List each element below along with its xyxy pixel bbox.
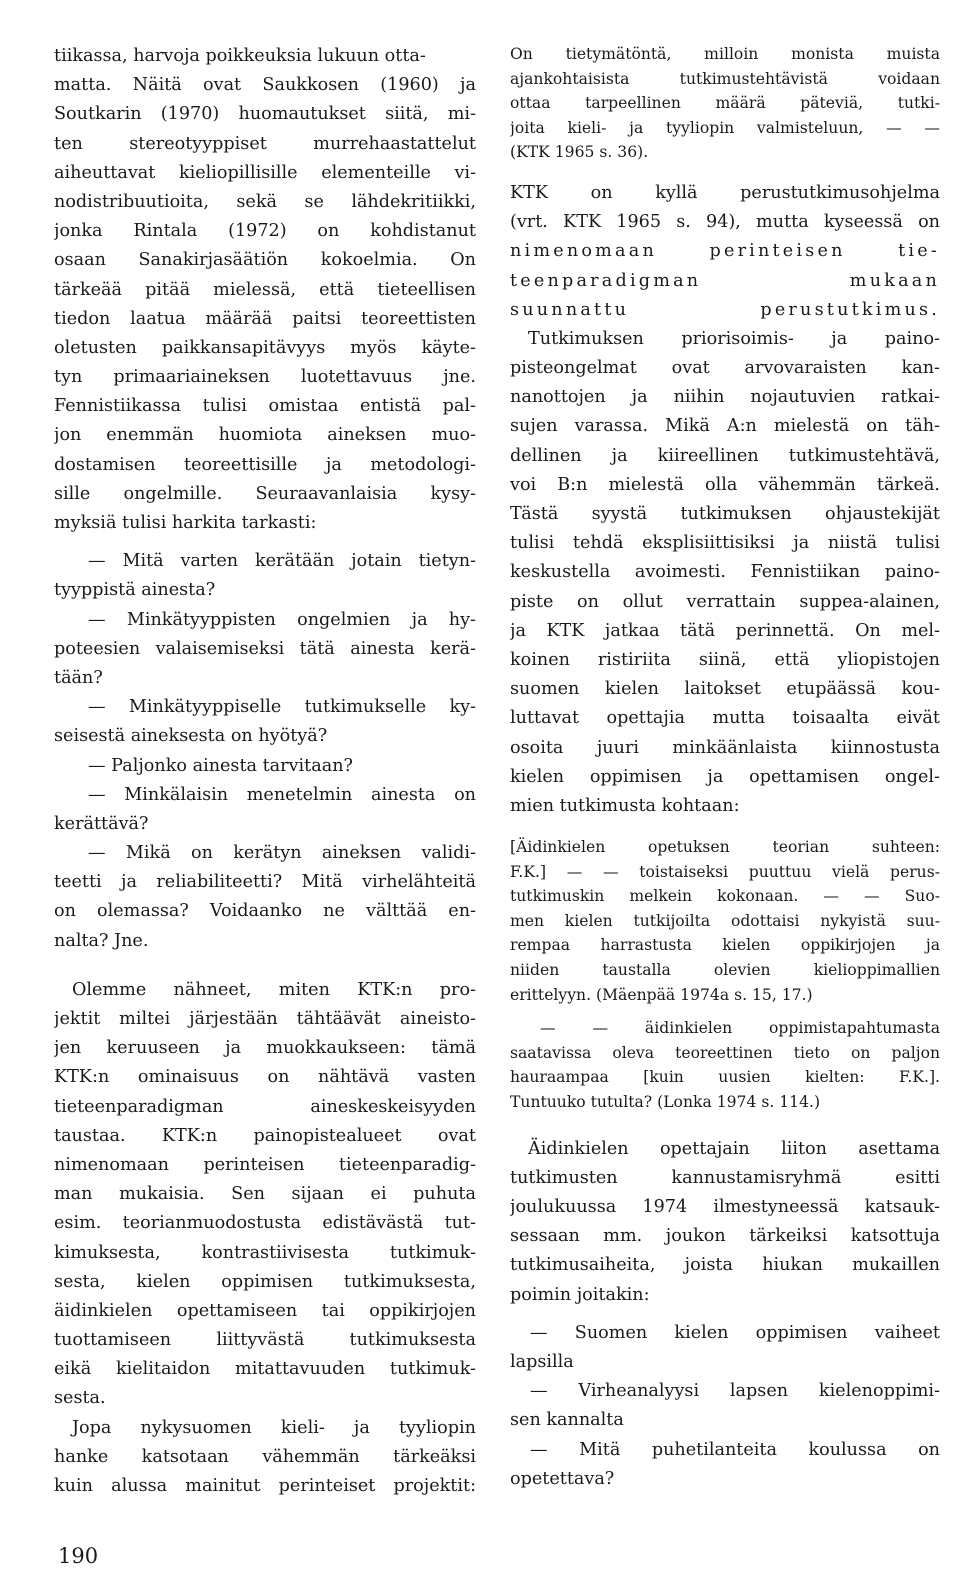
text-line: opetettava? — [510, 1468, 615, 1489]
text-line: tieteenparadigman aineskeskeisyyden — [54, 1096, 476, 1117]
text-line: seisestä aineksesta on hyötyä? — [54, 726, 328, 747]
text-line: hanke katsotaan vähemmän tärkeäksi — [54, 1446, 476, 1467]
text-line: kielen oppimisen ja opettamisen ongel- — [510, 766, 940, 787]
left-column — [54, 42, 476, 1501]
text-line: jen keruuseen ja muokkaukseen: tämä — [54, 1038, 476, 1059]
text-line: nalta? Jne. — [54, 930, 149, 951]
text-line: eikä kielitaidon mitattavuuden tutkimuk- — [54, 1359, 476, 1380]
text-line: teetti ja reliabiliteetti? Mitä virhelähteitä — [54, 872, 476, 893]
text-line: koinen ristiriita siinä, että yliopistojen — [510, 649, 940, 670]
text-line: tyyppistä ainesta? — [54, 580, 216, 601]
text-line: kuin alussa mainitut perinteiset projektit: — [54, 1476, 476, 1496]
text-line: Äidinkielen opettajain liiton asettama — [528, 1138, 940, 1159]
quote-line: ottaa tarpeellinen määrä päteviä, tutki- — [510, 94, 940, 113]
text-line: esim. teorianmuodostusta edistävästä tut- — [54, 1213, 476, 1234]
question-item: — Minkälaisin menetelmin ainesta on — [88, 784, 476, 805]
text-line: lapsilla — [510, 1351, 574, 1372]
quote-line: joita kieli- ja tyyliopin valmisteluun, — — — [510, 118, 940, 137]
text-line: taustaa. KTK:n painopistealueet ovat — [54, 1125, 476, 1146]
quote-line: tutkimuskin melkein kokonaan. — — Suo- — [510, 887, 940, 906]
text-line: dostamisen teoreettisille ja metodologi- — [54, 454, 476, 475]
list-item: — Mitä puhetilanteita koulussa on — [530, 1439, 940, 1460]
text-line: poimin joitakin: — [510, 1284, 650, 1305]
text-line: KTK:n ominaisuus on nähtävä vasten — [54, 1067, 476, 1088]
text-line: poteesien valaisemiseksi tätä ainesta kerä- — [54, 638, 476, 659]
text-line: nanottojen ja niihin nojautuvien ratkai- — [510, 387, 940, 408]
text-line: nimenomaan perinteisen tieteenparadig- — [54, 1154, 476, 1175]
list-item: — Virheanalyysi lapsen kielenoppimi- — [530, 1381, 940, 1402]
text-line: tiikassa, harvoja poikkeuksia lukuun otta- — [54, 46, 426, 66]
question-item: — Mikä on kerätyn aineksen validi- — [88, 843, 476, 864]
text-line: pisteongelmat ovat arvovaraisten kan- — [510, 358, 940, 379]
text-line: man mukaisia. Sen sijaan ei puhuta — [54, 1184, 476, 1205]
text-line: Olemme nähneet, miten KTK:n pro- — [72, 979, 476, 1000]
text-line: dellinen ja kiireellinen tutkimustehtävä, — [510, 445, 940, 466]
quote-line: hauraampaa [kuin uusien kielten: F.K.]. — [510, 1068, 940, 1087]
quote-line: rempaa harrastusta kielen oppikirjojen ja — [510, 936, 940, 955]
text-line: osoita juuri minkäänlaista kiinnostusta — [510, 737, 940, 758]
text-line: Tutkimuksen priorisoimis- ja paino- — [528, 328, 940, 349]
text-line: voi B:n mielestä olla vähemmän tärkeä. — [510, 474, 940, 495]
text-line: nodistribuutioita, sekä se lähdekritiikki, — [54, 191, 476, 212]
text-line: kimuksesta, kontrastiivisesta tutkimuk- — [54, 1242, 476, 1263]
quote-line: saatavissa oleva teoreettinen tieto on paljon — [510, 1043, 940, 1062]
text-line: sille ongelmille. Seuraavanlaisia kysy- — [54, 483, 476, 504]
text-line: jonka Rintala (1972) on kohdistanut — [54, 221, 476, 242]
page-number: 190 — [58, 1544, 99, 1568]
list-item: — Suomen kielen oppimisen vaiheet — [530, 1322, 940, 1343]
text-line: äidinkielen opettamiseen tai oppikirjojen — [54, 1300, 476, 1321]
question-item: — Minkätyyppisten ongelmien ja hy- — [88, 609, 476, 630]
question-item: — Mitä varten kerätään jotain tietyn- — [88, 551, 476, 572]
text-line: tään? — [54, 667, 103, 688]
text-line: aiheuttavat kieliopillisille elementeille vi- — [54, 162, 476, 183]
question-item: — Paljonko ainesta tarvitaan? — [88, 755, 353, 776]
quote-line: niiden taustalla olevien kielioppimallien — [510, 961, 940, 980]
text-line: kerättävä? — [54, 813, 149, 834]
right-column — [510, 42, 940, 1494]
text-line: osaan Sanakirjasäätiön kokoelmia. On — [54, 250, 476, 271]
text-line: suomen kielen laitokset etupäässä kou- — [510, 679, 940, 700]
text-line: Soutkarin (1970) huomautukset siitä, mi- — [54, 104, 476, 125]
text-line: teenparadigman mukaan — [510, 270, 940, 291]
text-line: jektit miltei järjestään tähtäävät aineisto- — [54, 1009, 476, 1029]
text-line: piste on ollut verrattain suppea-alainen, — [510, 591, 940, 612]
text-line: joulukuussa 1974 ilmestyneessä katsauk- — [510, 1197, 940, 1217]
text-line: ja KTK jatkaa tätä perinnettä. On mel- — [510, 620, 940, 641]
text-line: sesta, kielen oppimisen tutkimuksesta, — [54, 1271, 476, 1292]
text-line: mien tutkimusta kohtaan: — [510, 795, 740, 816]
text-line: sesta. — [54, 1388, 106, 1409]
text-line: tiedon laatua määrää paitsi teoreettisten — [54, 308, 476, 329]
quote-line: ajankohtaisista tutkimustehtävistä voidaan — [510, 69, 940, 88]
text-line: tuottamiseen liittyvästä tutkimuksesta — [54, 1330, 476, 1351]
quote-line: On tietymätöntä, milloin monista muista — [510, 45, 940, 63]
text-line: Fennistiikassa tulisi omistaa entistä pal- — [54, 396, 476, 417]
quote-line: F.K.] — — toistaiseksi puuttuu vielä perus- — [510, 862, 940, 881]
text-line: KTK on kyllä perustutkimusohjelma — [510, 182, 940, 203]
text-line: tulisi tehdä eksplisiittisiksi ja niistä tulisi — [510, 533, 940, 554]
text-line: suunnattu perustutkimus. — [510, 299, 940, 320]
text-line: tärkeää pitää mielessä, että tieteellisen — [54, 279, 476, 300]
quote-line: erittelyyn. (Mäenpää 1974a s. 15, 17.) — [510, 985, 813, 1004]
quote-line: [Äidinkielen opetuksen teorian suhteen: — [510, 838, 940, 857]
quote-line: (KTK 1965 s. 36). — [510, 143, 649, 162]
text-line: ten stereotyyppiset murrehaastattelut — [54, 133, 476, 154]
text-line: myksiä tulisi harkita tarkasti: — [54, 513, 317, 533]
quote-line: — — äidinkielen oppimistapahtumasta — [540, 1019, 940, 1038]
text-line: sessaan mm. joukon tärkeiksi katsottuja — [510, 1226, 940, 1247]
text-line: matta. Näitä ovat Saukkosen (1960) ja — [54, 75, 476, 96]
text-line: sujen varassa. Mikä A:n mielestä on täh- — [510, 416, 940, 437]
text-line: tyn primaariaineksen luotettavuus jne. — [54, 367, 476, 388]
text-line: sen kannalta — [510, 1410, 624, 1431]
text-line: jon enemmän huomiota aineksen muo- — [54, 425, 476, 446]
text-line: Jopa nykysuomen kieli- ja tyyliopin — [72, 1417, 476, 1438]
quote-line: Tuntuuko tutulta? (Lonka 1974 s. 114.) — [510, 1093, 821, 1112]
text-line: on olemassa? Voidaanko ne välttää en- — [54, 901, 476, 922]
text-line: Tästä syystä tutkimuksen ohjaustekijät — [510, 504, 940, 525]
text-line: nimenomaan perinteisen tie- — [510, 241, 940, 262]
text-line: (vrt. KTK 1965 s. 94), mutta kyseessä on — [510, 212, 940, 233]
quote-line: men kielen tutkijoilta odottaisi nykyistä suu- — [510, 911, 940, 930]
text-line: oletusten paikkansapitävyys myös käyte- — [54, 337, 476, 358]
text-line: keskustella avoimesti. Fennistiikan paino- — [510, 562, 940, 583]
text-line: tutkimusaiheita, joista hiukan mukaillen — [510, 1255, 940, 1276]
text-line: luttavat opettajia mutta toisaalta eivät — [510, 708, 940, 729]
text-line: tutkimusten kannustamisryhmä esitti — [510, 1167, 940, 1188]
question-item: — Minkätyyppiselle tutkimukselle ky- — [88, 697, 476, 718]
